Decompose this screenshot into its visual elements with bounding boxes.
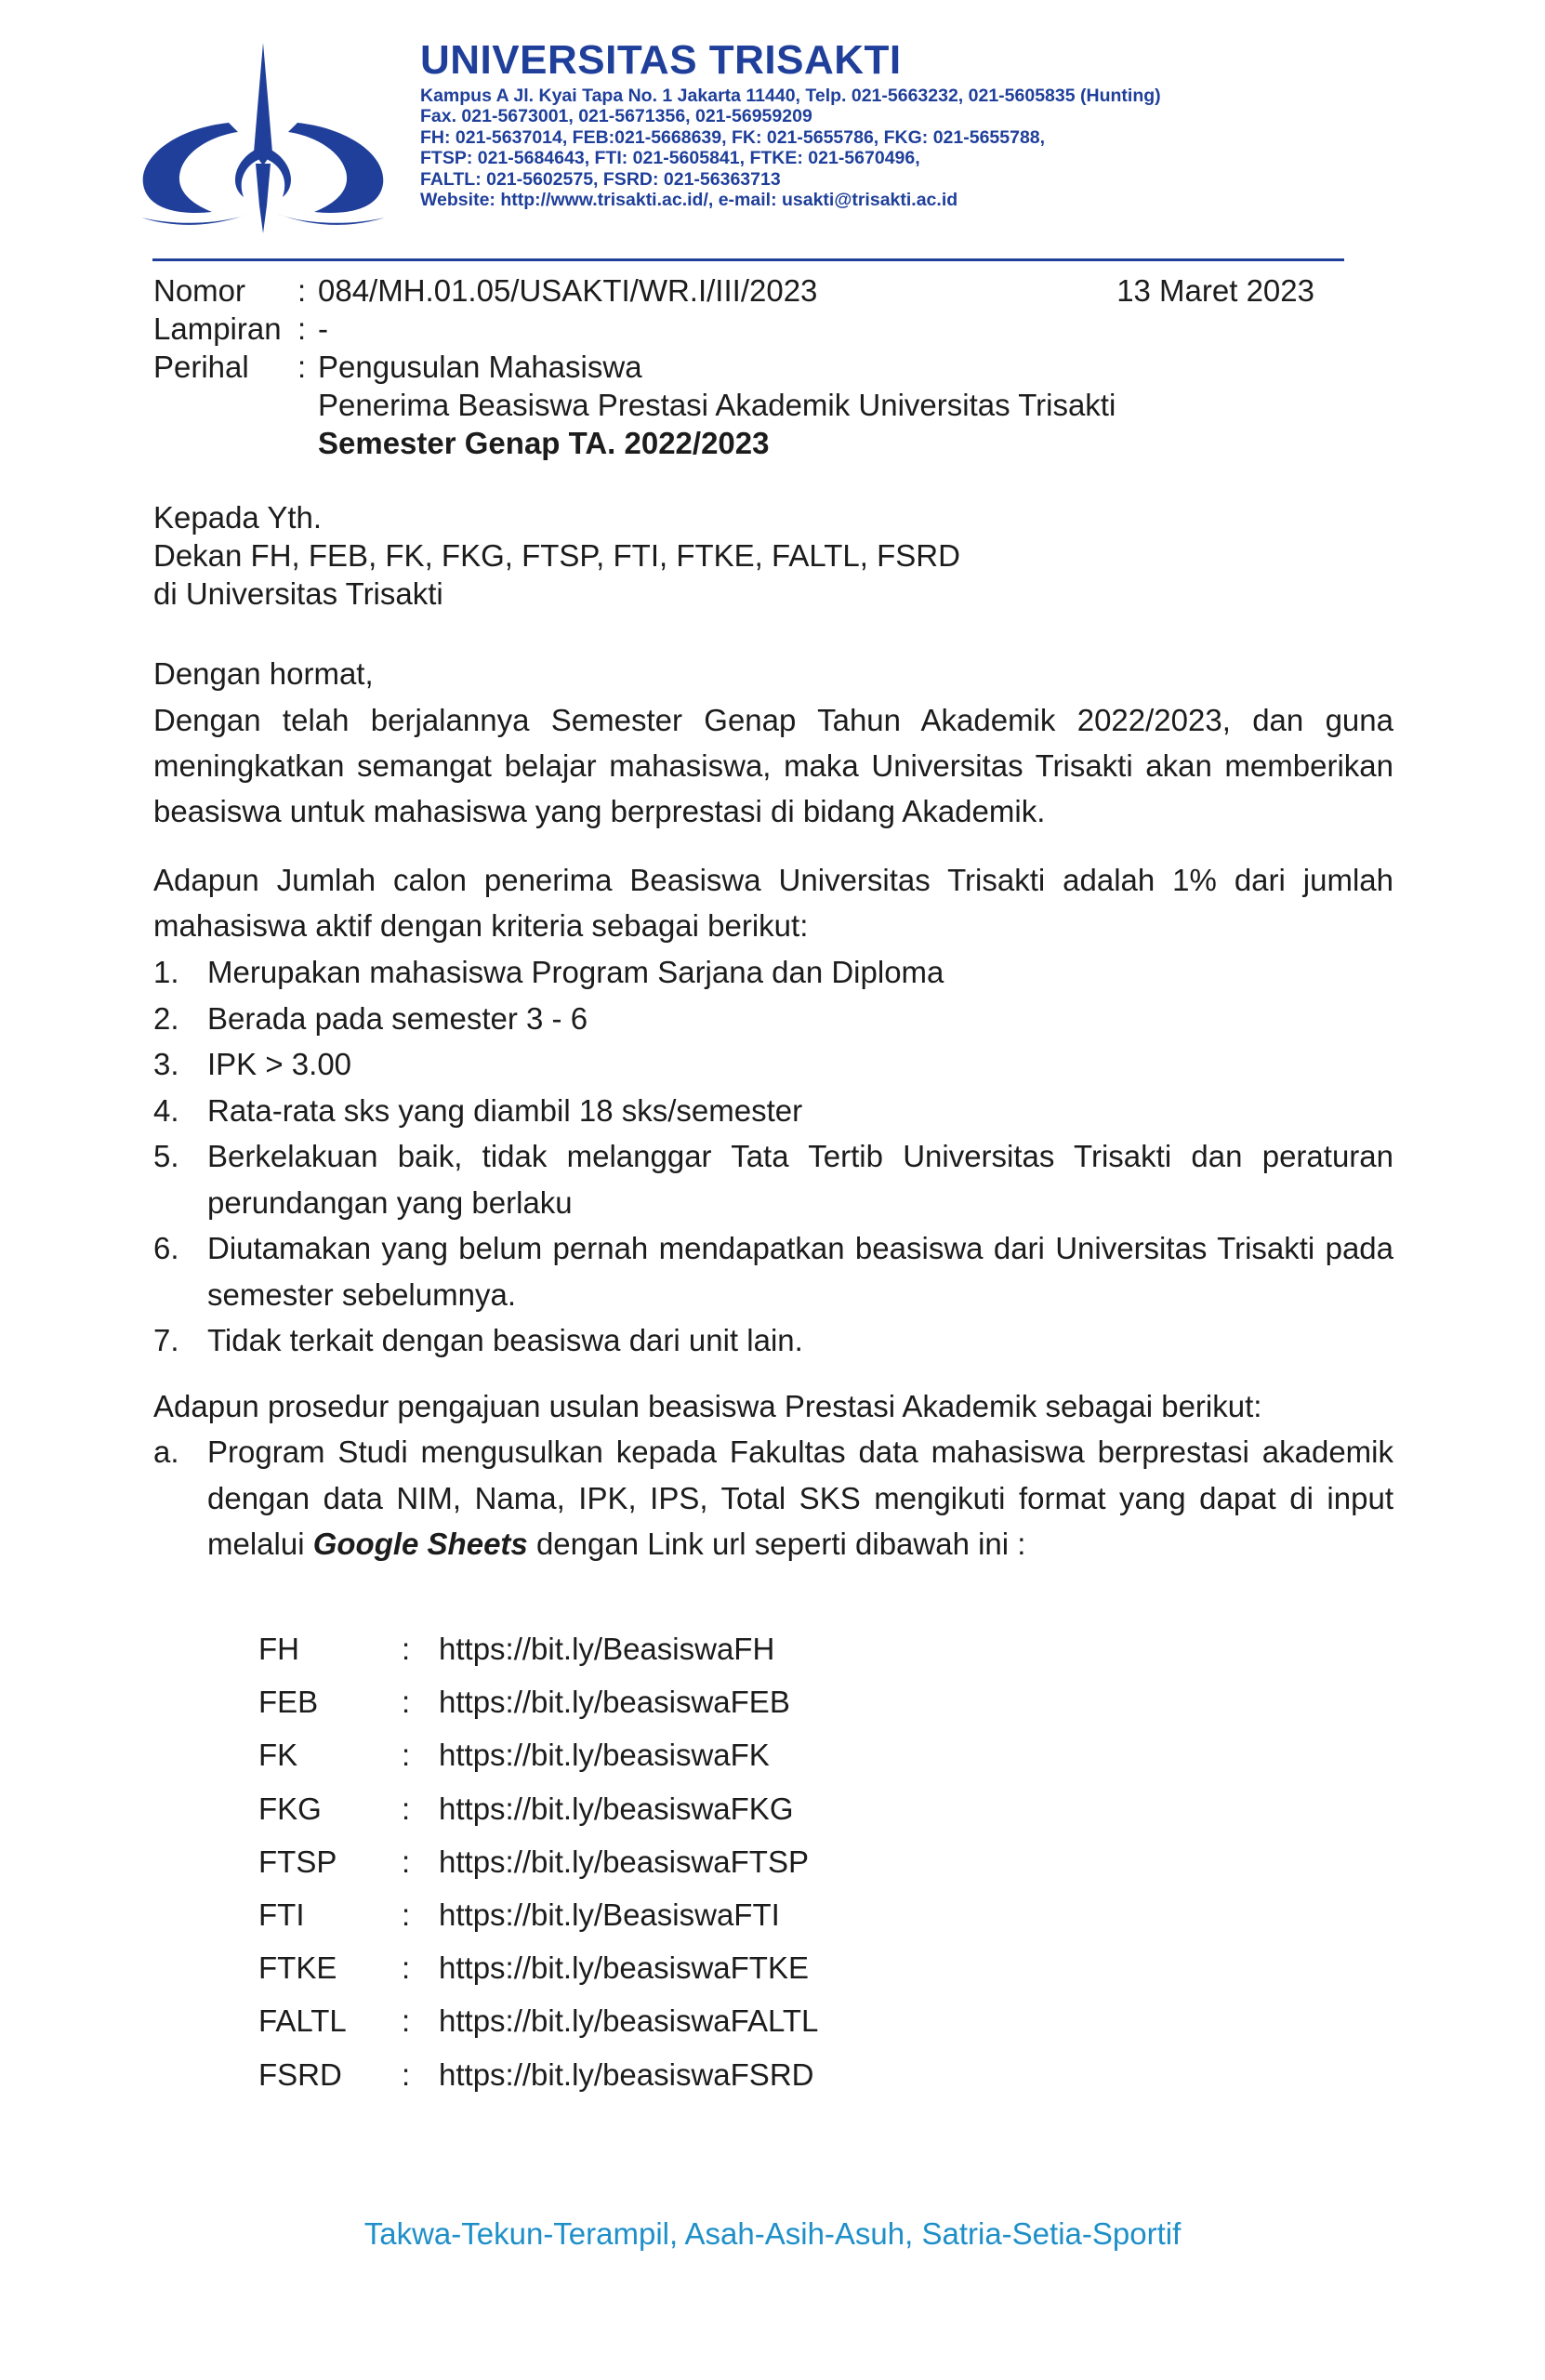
faculty-code: FTI [258, 1897, 305, 1932]
criteria-text: Rata-rata sks yang diambil 18 sks/semester [207, 1092, 803, 1128]
faculty-link[interactable]: https://bit.ly/beasiswaFK [439, 1738, 770, 1773]
list-number: 5. [153, 1139, 179, 1173]
faculty-code: FEB [258, 1685, 319, 1720]
link-colon: : [402, 1844, 411, 1879]
letter-meta [153, 271, 1380, 462]
procedure-intro-paragraph: Adapun prosedur pengajuan usulan beasiswa Prestasi Akademik sebagai berikut: [153, 1389, 1262, 1423]
link-row [258, 1888, 818, 1941]
faculty-link[interactable]: https://bit.ly/BeasiswaFH [439, 1632, 775, 1666]
faculty-code: FALTL [258, 2003, 347, 2039]
list-item [153, 949, 1393, 996]
google-sheets-emphasis: Google Sheets [312, 1527, 528, 1561]
perihal-line: Penerima Beasiswa Prestasi Akademik Universitas Trisakti [318, 388, 1116, 422]
link-row [258, 1622, 818, 1675]
letterhead-divider [152, 258, 1344, 261]
list-item [153, 1041, 1393, 1088]
link-colon: : [402, 1685, 411, 1720]
faculty-link[interactable]: https://bit.ly/beasiswaFKG [439, 1791, 794, 1826]
criteria-text: Diutamakan yang belum pernah mendapatkan beasiswa dari Universitas Trisakti pada semester sebelumnya. [207, 1231, 1393, 1312]
list-item [153, 1429, 1393, 1567]
faculty-code: FK [258, 1738, 298, 1773]
criteria-text: Berada pada semester 3 - 6 [207, 1000, 588, 1036]
faculty-link[interactable]: https://bit.ly/beasiswaFEB [439, 1685, 790, 1720]
contact-faculty-line: FALTL: 021-5602575, FSRD: 021-56363713 [420, 168, 781, 190]
list-item [153, 996, 1393, 1042]
link-colon: : [402, 1897, 411, 1932]
recipient-salutation: Kepada Yth. [153, 500, 323, 535]
procedure-text-before: Program Studi mengusulkan kepada Fakultas data mahasiswa berprestasi akademik dengan data NIM, Nama, IPK, IPS, Total SKS mengikuti format yang dapat di input melalui [207, 1435, 1393, 1561]
link-colon: : [402, 1791, 411, 1826]
list-number: 6. [153, 1231, 179, 1265]
recipient-deans: Dekan FH, FEB, FK, FKG, FTSP, FTI, FTKE, FALTL, FSRD [153, 538, 960, 573]
link-colon: : [402, 2003, 411, 2039]
letter-date: 13 Maret 2023 [1116, 273, 1314, 308]
contact-block [420, 86, 1443, 210]
link-colon: : [402, 1632, 411, 1666]
faculty-code: FKG [258, 1791, 322, 1826]
list-number: 7. [153, 1323, 179, 1357]
university-name: UNIVERSITAS TRISAKTI [420, 37, 902, 83]
list-item [153, 1317, 1393, 1364]
list-number: 3. [153, 1047, 179, 1081]
link-colon: : [402, 1738, 411, 1773]
link-row [258, 1835, 818, 1888]
nomor-value: 084/MH.01.05/USAKTI/WR.I/III/2023 [318, 273, 818, 308]
link-row [258, 1941, 818, 1994]
faculty-code: FTKE [258, 1950, 337, 1986]
intro-paragraph: Dengan telah berjalannya Semester Genap Tahun Akademik 2022/2023, dan guna meningkatkan semangat belajar mahasiswa, maka Universitas Trisakti akan memberikan beasiswa untuk mahasiswa yang berprestasi di bidang Akademik. [153, 703, 1393, 828]
criteria-text: Berkelakuan baik, tidak melanggar Tata Tertib Universitas Trisakti dan peraturan perundangan yang berlaku [207, 1139, 1393, 1220]
perihal-line: Pengusulan Mahasiswa [318, 350, 642, 384]
faculty-link[interactable]: https://bit.ly/beasiswaFSRD [439, 2056, 814, 2092]
trisakti-logo [139, 43, 390, 243]
procedure-text-after: dengan Link url seperti dibawah ini : [535, 1527, 1026, 1561]
criteria-text: Merupakan mahasiswa Program Sarjana dan Diploma [207, 955, 944, 989]
faculty-link[interactable]: https://bit.ly/beasiswaFTKE [439, 1950, 809, 1986]
link-row [258, 1675, 818, 1728]
link-row [258, 1728, 818, 1781]
procedure-text [207, 1429, 1393, 1567]
list-letter: a. [153, 1435, 179, 1469]
perihal-label: Perihal [153, 350, 249, 384]
meta-lampiran-row [153, 310, 1380, 348]
lampiran-value: - [318, 311, 328, 346]
list-number: 1. [153, 955, 179, 989]
criteria-text: IPK > 3.00 [207, 1047, 352, 1081]
faculty-link[interactable]: https://bit.ly/BeasiswaFTI [439, 1897, 780, 1932]
list-item [153, 1133, 1393, 1225]
lampiran-label: Lampiran [153, 311, 282, 346]
faculty-code: FTSP [258, 1844, 337, 1879]
link-row [258, 1994, 818, 2047]
meta-perihal-row [153, 348, 1380, 386]
faculty-link[interactable]: https://bit.ly/beasiswaFALTL [439, 2003, 819, 2039]
criteria-list [153, 949, 1393, 1364]
link-colon: : [402, 1950, 411, 1986]
list-number: 4. [153, 1092, 179, 1128]
contact-address-line: Kampus A Jl. Kyai Tapa No. 1 Jakarta 11440, Telp. 021-5663232, 021-5605835 (Hunting) [420, 86, 1161, 106]
contact-faculty-line: FTSP: 021-5684643, FTI: 021-5605841, FTKE: 021-5670496, [420, 148, 920, 169]
faculty-code: FH [258, 1632, 299, 1666]
link-colon: : [402, 2056, 411, 2092]
recipient-location: di Universitas Trisakti [153, 576, 443, 611]
criteria-intro-paragraph: Adapun Jumlah calon penerima Beasiswa Universitas Trisakti adalah 1% dari jumlah mahasiswa aktif dengan kriteria sebagai berikut: [153, 863, 1393, 943]
meta-colon: : [297, 311, 307, 346]
contact-website-line: Website: http://www.trisakti.ac.id/, e-mail: usakti@trisakti.ac.id [420, 190, 958, 211]
faculty-code: FSRD [258, 2056, 342, 2092]
list-number: 2. [153, 1000, 179, 1036]
footer-motto: Takwa-Tekun-Terampil, Asah-Asih-Asuh, Satria-Setia-Sportif [363, 2216, 1182, 2251]
contact-faculty-line: FH: 021-5637014, FEB:021-5668639, FK: 021-5655786, FKG: 021-5655788, [420, 126, 1046, 148]
perihal-semester-line: Semester Genap TA. 2022/2023 [318, 426, 770, 460]
recipient-block [153, 498, 1393, 613]
criteria-text: Tidak terkait dengan beasiswa dari unit lain. [207, 1323, 803, 1357]
meta-colon: : [297, 350, 307, 384]
procedure-list [153, 1429, 1393, 1567]
faculty-links-table [258, 1622, 818, 2101]
faculty-link[interactable]: https://bit.ly/beasiswaFTSP [439, 1844, 809, 1879]
link-row [258, 1782, 818, 1835]
list-item [153, 1225, 1393, 1317]
contact-fax-line: Fax. 021-5673001, 021-5671356, 021-56959209 [420, 106, 812, 127]
link-row [258, 2048, 818, 2101]
list-item [153, 1088, 1393, 1134]
greeting: Dengan hormat, [153, 656, 374, 691]
nomor-label: Nomor [153, 273, 246, 308]
meta-colon: : [297, 273, 307, 308]
